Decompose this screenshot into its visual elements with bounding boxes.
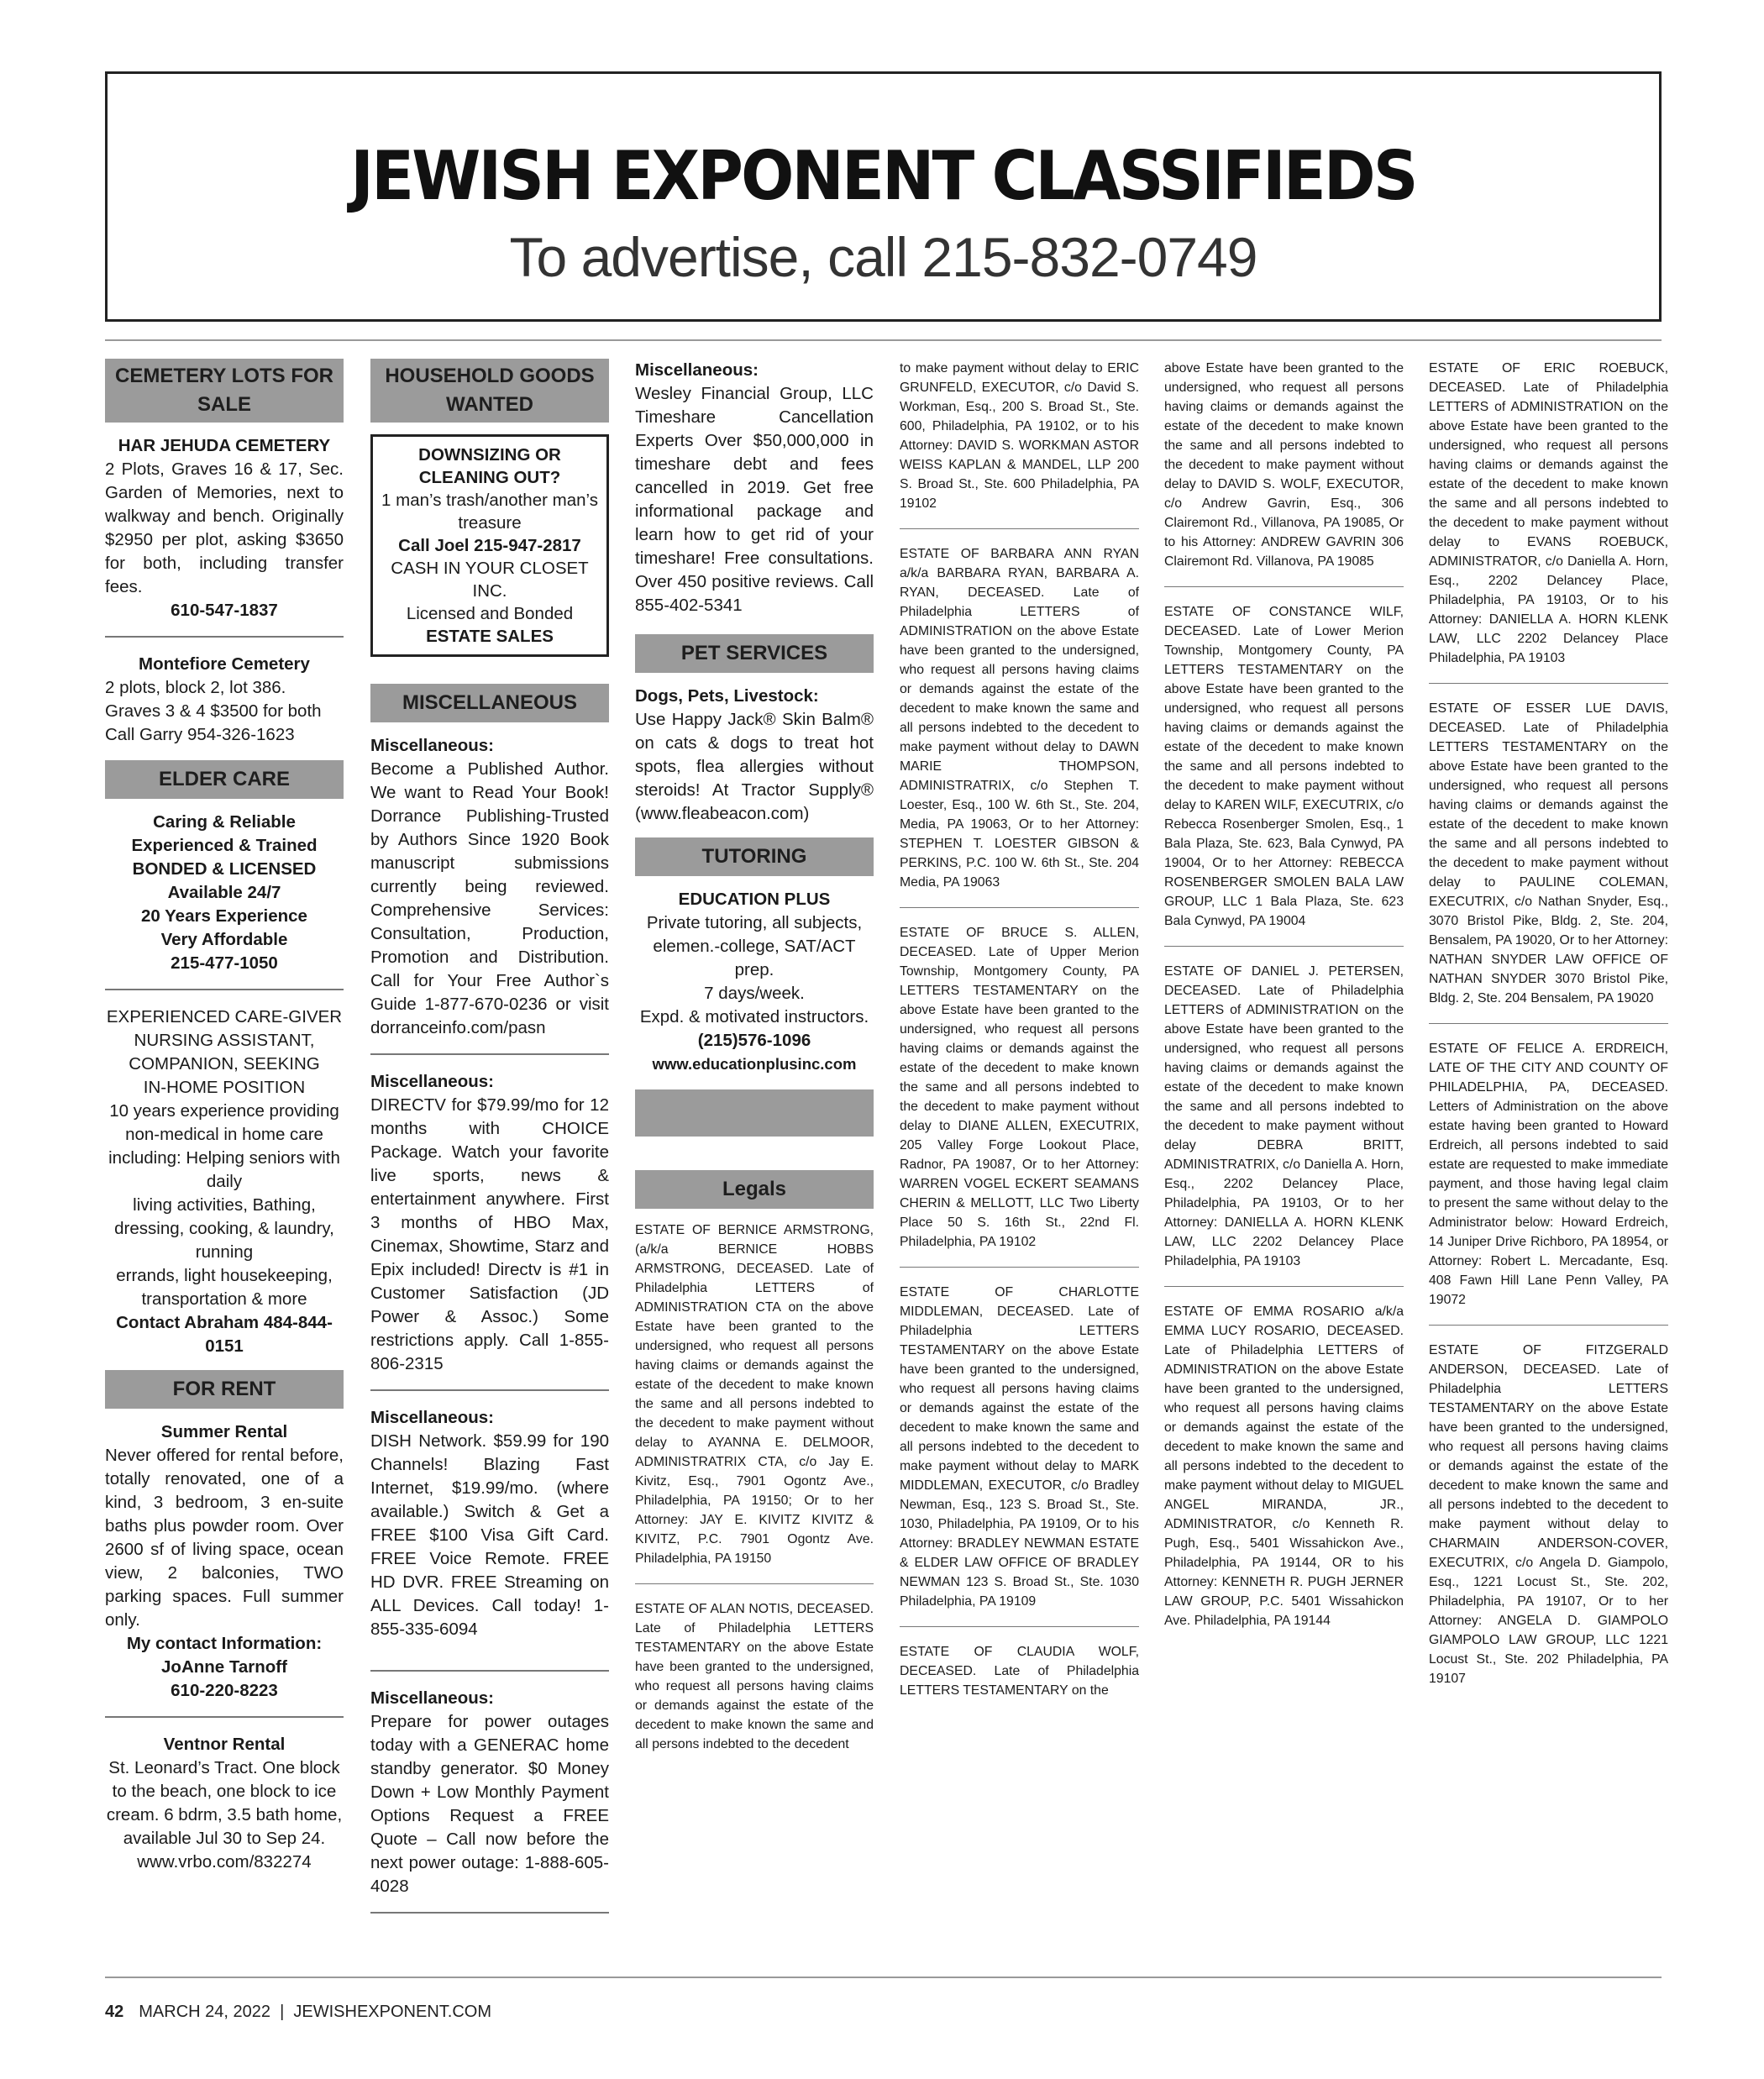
ad-phone: 610-220-8223 [171, 1681, 278, 1700]
ad-phone: 215-477-1050 [171, 953, 278, 973]
ad-divider [105, 989, 344, 990]
ad-contact: Contact Abraham 484-844-0151 [116, 1313, 333, 1356]
legal-notice: ESTATE OF FELICE A. ERDREICH, LATE OF THE CITY AND COUNTY OF PHILADELPHIA, PA, DECEASED. Letters of Administration on the above estate having been granted to Howard Erdreich, all persons indebted to said estate are requested to make immediate payment, and those having legal claim to present the same without delay to the Administrator below: Howard Erdreich, 14 Juniper Drive Richboro, PA 18954, or Attorney: Robert L. Mercadante, Esq. 408 Fawn Hill Lane Penn Valley, PA 19072 [1429, 1042, 1668, 1307]
ad-title: HAR JEHUDA CEMETERY [118, 436, 331, 455]
ad-phone: (215)576-1096 [697, 1031, 811, 1050]
legal-notices [1164, 359, 1404, 1630]
ad-line: Call Garry 954-326-1623 [105, 725, 295, 744]
ad-body: Wesley Financial Group, LLC Timeshare Cancellation Experts Over $50,000,000 in timeshare debt and fees cancelled in 2019. Get free informational package and learn how to get rid of your timeshare! Free consultations. Over 450 positive reviews. Call 855-402-5341 [635, 384, 874, 615]
column-2 [370, 359, 609, 1929]
notice-divider [900, 907, 1139, 908]
ad-label: Dogs, Pets, Livestock: [635, 686, 819, 706]
notice-divider [900, 1626, 1139, 1627]
misc-ad-generac [370, 1687, 609, 1898]
ad-body: 2 Plots, Graves 16 & 17, Sec. Garden of Memories, next to walkway and bench. Originally $2950 per plot, asking $3650 for both, including transfer fees. [105, 459, 344, 596]
legal-notice: ESTATE OF FITZGERALD ANDERSON, DECEASED. Late of Philadelphia LETTERS TESTAMENTARY on the above Estate have been granted to the undersigned, who request all persons having claims or demands against the estate of the decedent to make known the same and all persons indebted to the decedent to make payment without delay to CHARMAIN ANDERSON-COVER, EXECUTRIX, c/o Angela D. Giampolo, Esq., 1221 Locust St., Ste. 202, Philadelphia, PA 19107, Or to her Attorney: ANGELA D. GIAMPOLO GIAMPOLO LAW GROUP, LLC 1221 Locust St., Ste. 202 Philadelphia, PA 19107 [1429, 1343, 1668, 1686]
ad-line: Available 24/7 [167, 883, 281, 902]
ad-body: St. Leonard’s Tract. One block to the beach, one block to ice cream. 6 bdrm, 3.5 bath home, available Jul 30 to Sep 24. [106, 1758, 343, 1848]
legal-notice: ESTATE OF BRUCE S. ALLEN, DECEASED. Late of Upper Merion Township, Montgomery County, PA LETTERS TESTAMENTARY on the above Estate have been granted to the undersigned, who request all persons having claims or demands against the estate of the decedent to make known the same and all persons indebted to the decedent to make payment without delay to DIANE ALLEN, EXECUTRIX, 205 Valley Forge Lookout Place, Radnor, PA 19087, Or to her Attorney: WARREN VOGEL ECKERT SEAMANS CHERIN & MELLOTT, LLC Two Liberty Place 50 S. 16th St., 22nd Fl. Philadelphia, PA 19102 [900, 926, 1139, 1249]
legal-notice: ESTATE OF ESSER LUE DAVIS, DECEASED. Late of Philadelphia LETTERS TESTAMENTARY on the above Estate have been granted to the undersigned, who request all persons having claims or demands against the estate of the decedent to make known the same and all persons indebted to the decedent to make payment without delay to PAULINE COLEMAN, EXECUTRIX, c/o Nathan Snyder, Esq., 3070 Bristol Pike, Bldg. 2, Ste. 204, Bensalem, PA 19020, Or to her Attorney: NATHAN SNYDER LAW OFFICE OF NATHAN SNYDER 3070 Bristol Pike, Bldg. 2, Ste. 204 Bensalem, PA 19020 [1429, 701, 1668, 1005]
ad-summer-rental [105, 1420, 344, 1703]
notice-divider [1164, 586, 1404, 587]
legal-notice: ESTATE OF CHARLOTTE MIDDLEMAN, DECEASED. Late of Philadelphia LETTERS TESTAMENTARY on the above Estate have been granted to the undersigned, who request all persons having claims or demands against the estate of the decedent to make known the same and all persons indebted to the decedent to make payment without delay to MARK MIDDLEMAN, EXECUTOR, c/o Bradley Newman, Esq., 123 S. Broad St., Ste. 1030, Philadelphia, PA 19109, Or to his Attorney: BRADLEY NEWMAN ESTATE & ELDER LAW OFFICE OF BRADLEY NEWMAN 123 S. Broad St., Ste. 1030 Philadelphia, PA 19109 [900, 1285, 1139, 1609]
ad-line: 10 years experience providing non-medical in home care including: Helping seniors with daily [108, 1101, 340, 1191]
ad-title: DOWNSIZING OR CLEANING OUT? [418, 445, 561, 487]
ad-divider [105, 636, 344, 638]
section-heading-for-rent: FOR RENT [105, 1370, 344, 1409]
ad-label: Miscellaneous: [370, 1688, 494, 1708]
top-divider [105, 339, 1662, 341]
ad-line: 2 plots, block 2, lot 386. [105, 678, 286, 697]
ad-phone: 610-547-1837 [171, 601, 278, 620]
ad-body: Use Happy Jack® Skin Balm® on cats & dogs to treat hot spots, flea allergies without steroids! At Tractor Supply® (www.fleabeacon.com) [635, 710, 874, 823]
column-5 [1164, 359, 1404, 1630]
ad-label: Miscellaneous: [635, 360, 759, 380]
ad-link[interactable]: www.vrbo.com/832274 [137, 1852, 312, 1872]
ad-pets [635, 685, 874, 826]
legal-notice: ESTATE OF ALAN NOTIS, DECEASED. Late of Philadelphia LETTERS TESTAMENTARY on the above Estate have been granted to the undersigned, who request all persons having claims or demands against the estate of the decedent to make known the same and all persons indebted to the decedent [635, 1602, 874, 1751]
ad-title: Summer Rental [160, 1422, 288, 1441]
column-3 [635, 359, 874, 1754]
ad-title: Ventnor Rental [163, 1735, 286, 1754]
notice-divider [1429, 683, 1668, 684]
column-1 [105, 359, 344, 1874]
ad-footer: ESTATE SALES [426, 627, 554, 646]
section-heading-blank [635, 1089, 874, 1137]
ad-title: Montefiore Cemetery [139, 654, 310, 674]
legal-notice: ESTATE OF BARBARA ANN RYAN a/k/a BARBARA RYAN, BARBARA A. RYAN, DECEASED. Late of Philadelphia LETTERS of ADMINISTRATION on the above Estate have been granted to the undersigned, who request all persons having claims or demands against the estate of the decedent to make known the same and all persons indebted to the decedent to make payment without delay to DAWN MARIE THOMPSON, ADMINISTRATRIX, c/o Stephen T. Loester, Esq., 100 W. 6th St., Ste. 204, Media, PA 19063, Or to her Attorney: STEPHEN T. LOESTER GIBSON & PERKINS, P.C. 100 W. 6th St., Ste. 204 Media, PA 19063 [900, 547, 1139, 890]
ad-line: 7 days/week. [704, 984, 805, 1003]
ad-contact: My contact Information: [126, 1634, 323, 1653]
column-4 [900, 359, 1139, 1700]
ad-line: Licensed and Bonded [406, 604, 574, 623]
ad-line: living activities, Bathing, dressing, cooking, & laundry, running [114, 1195, 334, 1262]
page-title: JEWISH EXPONENT CLASSIFIEDS [350, 137, 1416, 215]
legal-notice: ESTATE OF CLAUDIA WOLF, DECEASED. Late of Philadelphia LETTERS TESTAMENTARY on the [900, 1645, 1139, 1698]
bottom-divider [105, 1977, 1662, 1978]
legal-notice: ESTATE OF BERNICE ARMSTRONG, (a/k/a BERNICE HOBBS ARMSTRONG, DECEASED. Late of Philadelphia LETTERS of ADMINISTRATION CTA on the above Estate have been granted to the undersigned, who request all persons having claims or demands against the estate of the decedent to make known the same and all persons indebted to the decedent to make payment without delay to AYANNA E. DELMOOR, ADMINISTRATRIX CTA, c/o Jay E. Kivitz, Esq., 7901 Ogontz Ave., Philadelphia, PA 19150; Or to her Attorney: JAY E. KIVITZ KIVITZ & KIVITZ, P.C. 7901 Ogontz Ave. Philadelphia, PA 19150 [635, 1223, 874, 1566]
ad-divider [370, 1670, 609, 1672]
ad-line: Very Affordable [160, 930, 288, 949]
ad-line: errands, light housekeeping, transportation & more [116, 1266, 333, 1309]
ad-montefiore [105, 653, 344, 747]
page-footer [105, 2003, 491, 2022]
misc-ad-timeshare [635, 359, 874, 617]
ad-line: Experienced & Trained [131, 836, 318, 855]
notice-divider [900, 1267, 1139, 1268]
ad-line: COMPANION, SEEKING [129, 1054, 320, 1074]
ad-body: DIRECTV for $79.99/mo for 12 months with CHOICE Package. Watch your favorite live sports, news & entertainment anywhere. First 3 months of HBO Max, Cinemax, Showtime, Starz and Epix included! Directv is #1 in Customer Satisfaction (JD Power & Assoc.) Some restrictions apply. Call 1-855-806-2315 [370, 1095, 609, 1373]
notice-divider [1164, 946, 1404, 947]
section-heading-elder-care: ELDER CARE [105, 760, 344, 799]
ad-phone: Call Joel 215-947-2817 [398, 536, 581, 555]
section-heading-cemetery: CEMETERY LOTS FOR SALE [105, 359, 344, 423]
ad-body: DISH Network. $59.99 for 190 Channels! Blazing Fast Internet, $19.99/mo. (where available.) Switch & Get a FREE $100 Visa Gift Card. FREE Voice Remote. FREE HD DVR. FREE Streaming on ALL Devices. Call today! 1-855-335-6094 [370, 1431, 609, 1639]
ad-line: NURSING ASSISTANT, [134, 1031, 315, 1050]
notice-divider [1164, 1286, 1404, 1287]
ad-line: EXPERIENCED CARE-GIVER [106, 1007, 343, 1026]
misc-ad-dish [370, 1406, 609, 1641]
ad-label: Miscellaneous: [370, 1072, 494, 1091]
ad-downsizing-box [370, 434, 609, 657]
misc-ad-directv [370, 1070, 609, 1376]
masthead [105, 71, 1662, 322]
notice-divider [635, 1583, 874, 1584]
legal-notice: ESTATE OF DANIEL J. PETERSEN, DECEASED. Late of Philadelphia LETTERS of ADMINISTRATION on the above Estate have been granted to the undersigned, who request all persons having claims or demands against the estate of the decedent to make known the same and all persons indebted to the decedent to make payment without delay DEBRA BRITT, ADMINISTRATRIX, c/o Daniella A. Horn, Esq., 2202 Delancey Place, Philadelphia, PA 19103, Or to her Attorney: DANIELLA A. HORN KLENK LAW, LLC 2202 Delancey Place Philadelphia, PA 19103 [1164, 964, 1404, 1268]
ad-line: 1 man’s trash/another man’s treasure [381, 491, 598, 533]
ad-line: IN-HOME POSITION [143, 1078, 306, 1097]
ad-divider [370, 1912, 609, 1914]
ad-line: Graves 3 & 4 $3500 for both [105, 701, 322, 721]
legal-notices [635, 1221, 874, 1754]
misc-ad-author [370, 734, 609, 1040]
ad-divider [105, 1716, 344, 1718]
ad-divider [370, 1389, 609, 1391]
section-heading-household-goods: HOUSEHOLD GOODS WANTED [370, 359, 609, 423]
ad-har-jehuda [105, 434, 344, 622]
ad-line: CASH IN YOUR CLOSET INC. [391, 559, 589, 601]
section-heading-legals: Legals [635, 1170, 874, 1209]
ad-ventnor-rental [105, 1733, 344, 1874]
ad-line: 20 Years Experience [141, 906, 307, 926]
legal-notice: ESTATE OF EMMA ROSARIO a/k/a EMMA LUCY ROSARIO, DECEASED. Late of Philadelphia LETTERS of ADMINISTRATION on the above Estate have been granted to the undersigned, who request all persons having claims or demands against the estate of the decedent to make known the same and all persons indebted to the decedent to make payment without delay to MIGUEL ANGEL MIRANDA, JR., ADMINISTRATOR, c/o Kenneth R. Pugh, Esq., 5401 Wissahickon Ave., Philadelphia, PA 19144, OR to his Attorney: KENNETH R. PUGH JERNER LAW GROUP, P.C. 5401 Wissahickon Ave. Philadelphia, PA 19144 [1164, 1305, 1404, 1628]
ad-contact: JoAnne Tarnoff [161, 1657, 287, 1677]
ad-line: BONDED & LICENSED [132, 859, 317, 879]
column-6 [1429, 359, 1668, 1688]
ad-caring-reliable [105, 811, 344, 975]
ad-line: Private tutoring, all subjects, elemen.-college, SAT/ACT prep. [646, 913, 863, 979]
footer-date-site: MARCH 24, 2022 | JEWISHEXPONENT.COM [139, 2003, 491, 2021]
notice-divider [900, 528, 1139, 529]
ad-education-plus [635, 888, 874, 1076]
legal-notices [900, 359, 1139, 1700]
ad-body: Prepare for power outages today with a GENERAC home standby generator. $0 Money Down + Low Monthly Payment Options Request a FREE Quote – Call now before the next power outage: 1-888-605-4028 [370, 1712, 609, 1896]
ad-line: Caring & Reliable [153, 812, 296, 832]
legal-notice: ESTATE OF ERIC ROEBUCK, DECEASED. Late of Philadelphia LETTERS of ADMINISTRATION on the above Estate have been granted to the undersigned, who request all persons having claims or demands against the estate of the decedent to make known the same and all persons indebted to the decedent to make payment without delay to EVANS ROEBUCK, ADMINISTRATOR, c/o Daniella A. Horn, Esq., 2202 Delancey Place, Philadelphia, PA 19103, Or to his Attorney: DANIELLA A. HORN KLENK LAW, LLC 2202 Delancey Place Philadelphia, PA 19103 [1429, 361, 1668, 665]
section-heading-miscellaneous: MISCELLANEOUS [370, 684, 609, 722]
ad-line: Expd. & motivated instructors. [639, 1007, 869, 1026]
legal-notice: ESTATE OF CONSTANCE WILF, DECEASED. Late of Lower Merion Township, Montgomery County, PA LETTERS TESTAMENTARY on the above Estate have been granted to the undersigned, who request all persons having claims or demands against the estate of the decedent to make known the same and all persons indebted to the decedent to make payment without delay to KAREN WILF, EXECUTRIX, c/o Rebecca Rosenberger Smolen, Esq., 1 Bala Plaza, Ste. 623, Bala Cynwyd, PA 19004, Or to her Attorney: REBECCA ROSENBERGER SMOLEN BALA LAW GROUP, LLC 1 Bala Plaza, Ste. 623 Bala Cynwyd, PA 19004 [1164, 605, 1404, 928]
ad-body: Become a Published Author. We want to Read Your Book! Dorrance Publishing-Trusted by Authors Since 1920 Book manuscript submissions currently being reviewed. Comprehensive Services: Consultation, Production, Promotion and Distribution. Call for Your Free Author`s Guide 1-877-670-0236 or visit dorranceinfo.com/pasn [370, 759, 609, 1037]
ad-title: EDUCATION PLUS [678, 890, 831, 909]
advertise-phone: To advertise, call 215-832-0749 [509, 226, 1257, 288]
section-heading-pet-services: PET SERVICES [635, 634, 874, 673]
ad-caregiver [105, 1005, 344, 1358]
page-number: 42 [105, 2003, 124, 2021]
ad-label: Miscellaneous: [370, 736, 494, 755]
legal-notice: to make payment without delay to ERIC GRUNFELD, EXECUTOR, c/o David S. Workman, Esq., 200 S. Broad St., Ste. 600, Philadelphia, PA 19102, or to his Attorney: DAVID S. WORKMAN ASTOR WEISS KAPLAN & MANDEL, LLP 200 S. Broad St., Ste. 600 Philadelphia, PA 19102 [900, 361, 1139, 511]
ad-label: Miscellaneous: [370, 1408, 494, 1427]
notice-divider [1429, 1023, 1668, 1024]
ad-divider [370, 1053, 609, 1055]
ad-body: Never offered for rental before, totally renovated, one of a kind, 3 bedroom, 3 en-suite baths plus powder room. Over 2600 sf of living space, ocean view, 2 balconies, TWO parking spaces. Full summer only. [105, 1446, 344, 1630]
section-heading-tutoring: TUTORING [635, 837, 874, 876]
notice-divider [1429, 1325, 1668, 1326]
ad-link[interactable]: www.educationplusinc.com [652, 1055, 857, 1073]
legal-notice: above Estate have been granted to the undersigned, who request all persons having claims or demands against the estate of the decedent to make known the same and all persons indebted to the decedent to make payment without delay to DAVID S. WOLF, EXECUTOR, c/o Andrew Gavrin, Esq., 306 Clairemont Rd., Villanova, PA 19085, Or to his Attorney: ANDREW GAVRIN 306 Clairemont Rd. Villanova, PA 19085 [1164, 361, 1404, 569]
legal-notices [1429, 359, 1668, 1688]
